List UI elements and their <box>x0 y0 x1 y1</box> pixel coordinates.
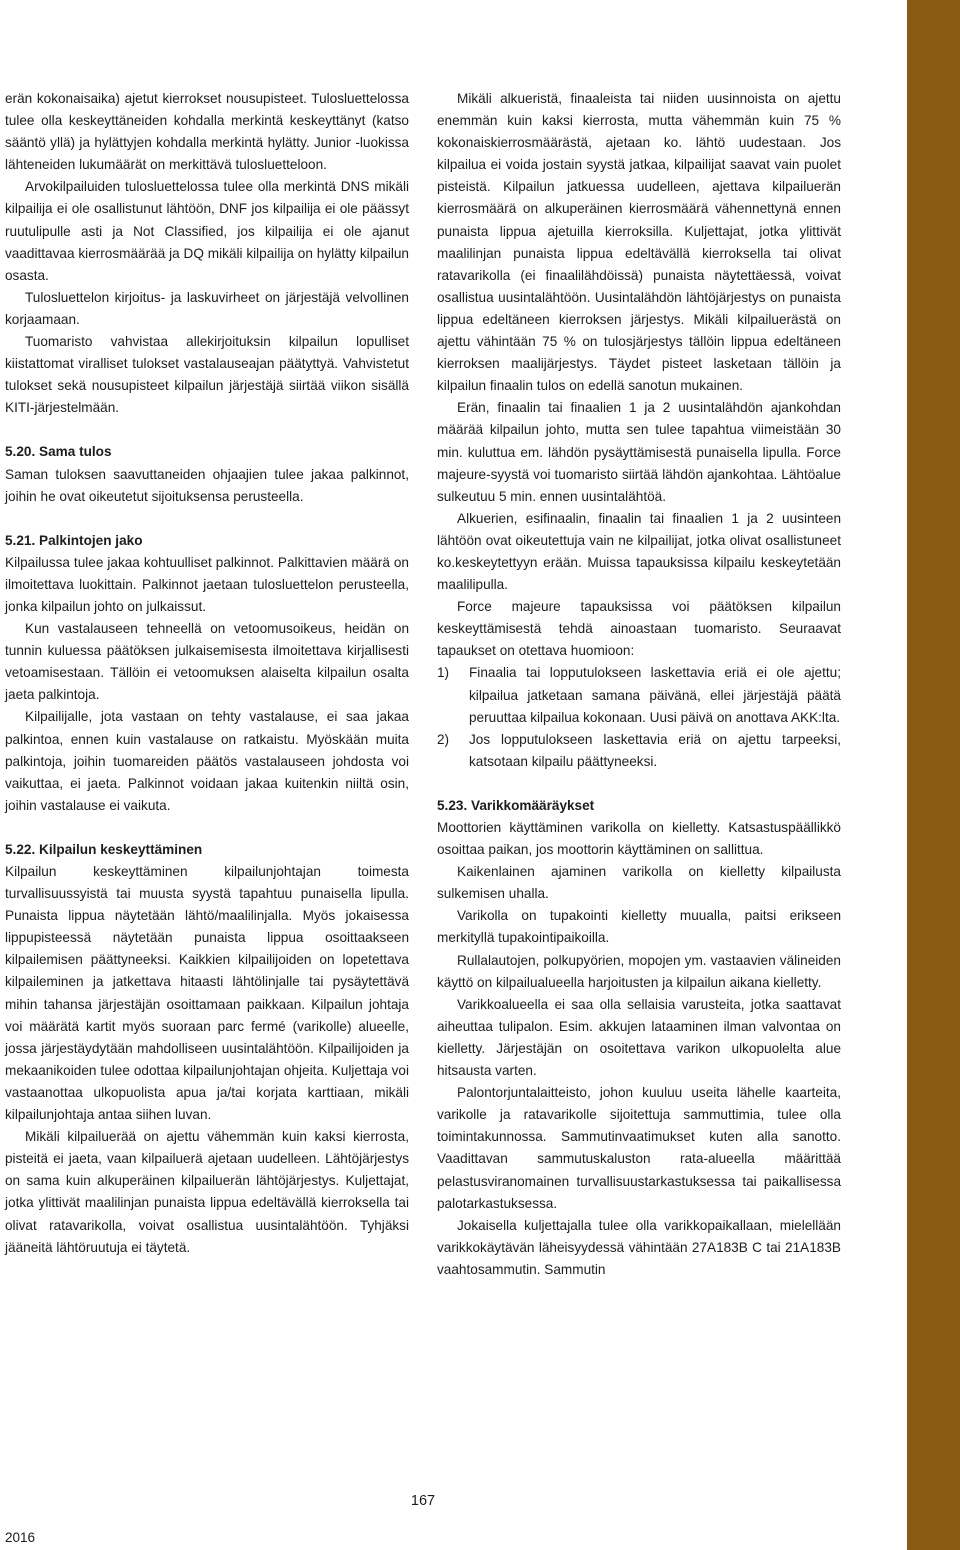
list-number: 2) <box>437 731 450 747</box>
paragraph: Saman tuloksen saavuttaneiden ohjaajien tulee jakaa palkinnot, joihin he ovat oikeutetut sijoituksensa perusteella. <box>5 466 409 504</box>
paragraph: Moottorien käyttäminen varikolla on kielletty. Katsastuspäällikkö osoittaa paikan, jos moottorin käyttäminen on sallittua. <box>437 820 841 858</box>
paragraph: Mikäli kilpailuerää on ajettu vähemmän kuin kaksi kierrosta, pisteitä ei jaeta, vaan kilpailuerä ajetaan uudelleen. Lähtöjärjestys on sama kuin alkuperäinen kilpailuerän lähtöjärjestys. Kuljettajat, jotka ylittivät maalilinjan punaista lippua edeltävällä kierroksella tai olivat ratavarikolla, voivat osallistua uusintalähtöön. Tyhjäksi jääneitä lähtöruutuja ei täytetä. <box>5 1129 409 1255</box>
paragraph: Jokaisella kuljettajalla tulee olla varikkopaikallaan, mielellään varikkokäytävän läheisyydessä vähintään 27A183B C tai 21A183B vaahtosammutin. Sammutin <box>437 1217 841 1277</box>
section-title: Palkintojen jako <box>39 532 143 548</box>
section-title: Kilpailun keskeyttäminen <box>39 841 203 857</box>
page-number: 167 <box>410 1493 436 1509</box>
paragraph: Mikäli alkueristä, finaaleista tai niiden uusinnoista on ajettu enemmän kuin kaksi kierrosta, mutta vähemmän kuin 75 % kokonaiskierrosmäärästä, ajetaan ko. lähtö uudestaan. Jos kilpailua ei voida jostain syystä jatkaa, kilpailijat saavat vain puolet pisteistä. Kilpailun jatkuessa uudelleen, ajettava kilpailuerän kierrosmäärä on alkuperäinen kierrosmäärä vähennettynä ennen punaista lippua ajetuilla kierroksilla. Kuljettajat, jotka ylittivät maalilinjan punaista lippua edeltävällä kierroksella tai olivat ratavarikolla (ei finaalilähdöissä) punaista näytettäessä, voivat osallistua uusintalähtöön. Uusintalähdön lähtöjärjestys on punaista lippua edeltäneen kierroksen järjestys. Mikäli kilpailuerästä on ajettu vähintään 75 % on tulosjärjestys tällöin lippua edeltäneen kierroksen maalijärjestys. Täydet pisteet lasketaan tällöin ja kilpailun finaalin tulos on edellä sanotun mukainen. <box>437 91 841 394</box>
section-heading-5-20 <box>5 441 409 463</box>
paragraph: Rullalautojen, polkupyörien, mopojen ym. vastaavien välineiden käyttö on kilpailualueella harjoitusten ja kilpailun aikana kielletty. <box>437 952 841 990</box>
list-text: Finaalia tai lopputulokseen laskettavia eriä ei ole ajettu; kilpailua jatketaan samana päivänä, ellei järjestäjä päätä peruuttaa kilpailua kokonaan. Uusi päivä on anottava AKK:lta. <box>469 665 841 725</box>
list-number: 1) <box>437 665 450 681</box>
edge-accent-bar <box>907 0 960 1550</box>
paragraph: Palontorjuntalaitteisto, johon kuuluu useita lähelle kaarteita, varikolle ja ratavarikolle sijoitettuja sammuttimia, tulee olla toimintakunnossa. Sammutinvaatimukset kuten alla sanotto. Vaadittavan sammutuskaluston rata-alueella määrittää pelastusviranomainen turvallisuustarkastuksessa tai paikallisessa palotarkastuksessa. <box>437 1085 841 1211</box>
section-heading-5-21 <box>5 530 409 552</box>
section-number: 5.21. <box>5 532 36 548</box>
paragraph: Varikolla on tupakointi kielletty muualla, paitsi erikseen merkityllä tupakointipaikoilla. <box>437 908 841 946</box>
paragraph: Alkuerien, esifinaalin, finaalin tai finaalien 1 ja 2 uusinteen lähtöön ovat oikeutettuja vain ne kilpailijat, jotka olivat osallistuneet ko.keskeytettyyn erään. Muissa tapauksissa kilpailu keskeytetään maalilipulla. <box>437 510 841 593</box>
paragraph: Kilpailijalle, jota vastaan on tehty vastalause, ei saa jakaa palkintoa, ennen kuin vastalause on ratkaistu. Myöskään muita palkintoja, joihin tuomareiden päätös vastalauseen johdosta voi vaikuttaa, ei jaeta. Palkinnot voidaan jakaa kuitenkin niiltä osin, joihin vastalause ei vaikuta. <box>5 709 409 813</box>
list-item <box>437 662 841 728</box>
section-title: Sama tulos <box>39 444 112 460</box>
section-number: 5.23. <box>437 797 468 813</box>
paragraph: Tulosluettelon kirjoitus- ja laskuvirheet on järjestäjä velvollinen korjaamaan. <box>5 289 409 327</box>
section-heading-5-23 <box>437 795 841 817</box>
list-text: Jos lopputulokseen laskettavia eriä on ajettu tarpeeksi, katsotaan kilpailu päättyneeksi. <box>469 731 841 769</box>
paragraph: Erän, finaalin tai finaalien 1 ja 2 uusintalähdön ajankohdan määrää kilpailun johto, mutta sen tulee tapahtua viimeistään 30 min. kuluttua em. lähdön pysäyttämisestä punaisella lipulla. Force majeure-syystä voi tuomaristo siirtää lähdön ajankohtaa. Lähtöalue sulkeutuu 5 min. ennen uusintalähtöä. <box>437 400 841 504</box>
paragraph: Kilpailussa tulee jakaa kohtuulliset palkinnot. Palkittavien määrä on ilmoitettava luokittain. Palkinnot jaetaan tulosluettelon perusteella, jonka kilpailun johto on julkaissut. <box>5 554 409 614</box>
paragraph: erän kokonaisaika) ajetut kierrokset nousupisteet. Tulosluettelossa tulee olla keskeyttäneiden kohdalla merkintä keskeyttänyt (katso sääntö yllä) ja hylättyjen kohdalla merkintä hylätty. Junior -luokissa lähteneiden lukumäärät on merkittävä tulosluetteloon. <box>5 91 409 173</box>
paragraph: Force majeure tapauksissa voi päätöksen kilpailun keskeyttämisestä tehdä ainoastaan tuomaristo. Seuraavat tapaukset on otettava huomioon: <box>437 599 841 659</box>
paragraph: Arvokilpailuiden tulosluettelossa tulee olla merkintä DNS mikäli kilpailija ei ole osallistunut lähtöön, DNF jos kilpailija ei ole päässyt ruutulipulle asti ja Not Classified, jos kilpailija ei ole ajanut vaadittavaa kierrosmäärää ja DQ mikäli kilpailija on hylätty kilpailun osasta. <box>5 179 409 283</box>
list-item <box>437 729 841 773</box>
paragraph: Tuomaristo vahvistaa allekirjoituksin kilpailun lopulliset kiistattomat viralliset tulokset vastalauseajan päätyttyä. Vahvistetut tulokset sekä nousupisteet kilpailun järjestäjä siirtää viikon sisällä KITI-järjestelmään. <box>5 334 409 416</box>
section-number: 5.22. <box>5 841 36 857</box>
section-heading-5-22 <box>5 839 409 861</box>
paragraph: Kilpailun keskeyttäminen kilpailunjohtajan toimesta turvallisuussyistä tai muusta syystä tapahtuu punaisella lipulla. Punaista lippua näytetään lähtö/maalilinjalla. Myös jokaisessa lippupisteessä näytetään punaista lippua osoittaakseen kilpailemisen päättyneeksi. Kaikkien kilpailijoiden on lopetettava kilpaileminen ja jatkettava hitaasti lähtölinjalle tai pysäytettävä mihin tahansa järjestäjän osoittamaan paikkaan. Kilpailun johtaja voi määrätä kartit myös suoraan parc fermé (varikolle) alueelle, jossa järjestäydytään mahdolliseen uusintalähtöön. Kilpailijoiden ja mekaanikoiden tulee odottaa kilpailunjohtajan ohjeita. Kuljettaja voi vastaanottaa ulkopuolista apua ja/tai korjata karttiaan, mikäli kilpailunjohtaja antaa siihen luvan. <box>5 864 409 1123</box>
left-column <box>5 88 409 1259</box>
paragraph: Varikkoalueella ei saa olla sellaisia varusteita, jotka saattavat aiheuttaa tulipalon. Esim. akkujen lataaminen ilman valvontaa on kielletty. Järjestäjän on osoitettava varikon ulkopuolelta alue hitsausta varten. <box>437 996 841 1079</box>
paragraph: Kun vastalauseen tehneellä on vetoomusoikeus, heidän on tunnin kuluessa päätöksen julkaisemisesta ilmoitettava kirjallisesti vetoamisestaan. Tällöin ei vetoomuksen alaiselta kilpailun osalta jaeta palkintoja. <box>5 621 409 703</box>
section-number: 5.20. <box>5 444 36 460</box>
footer-year: 2016 <box>5 1530 36 1545</box>
right-column <box>437 88 841 1281</box>
paragraph: Kaikenlainen ajaminen varikolla on kielletty kilpailusta sulkemisen uhalla. <box>437 864 841 902</box>
section-title: Varikkomääräykset <box>471 797 595 813</box>
